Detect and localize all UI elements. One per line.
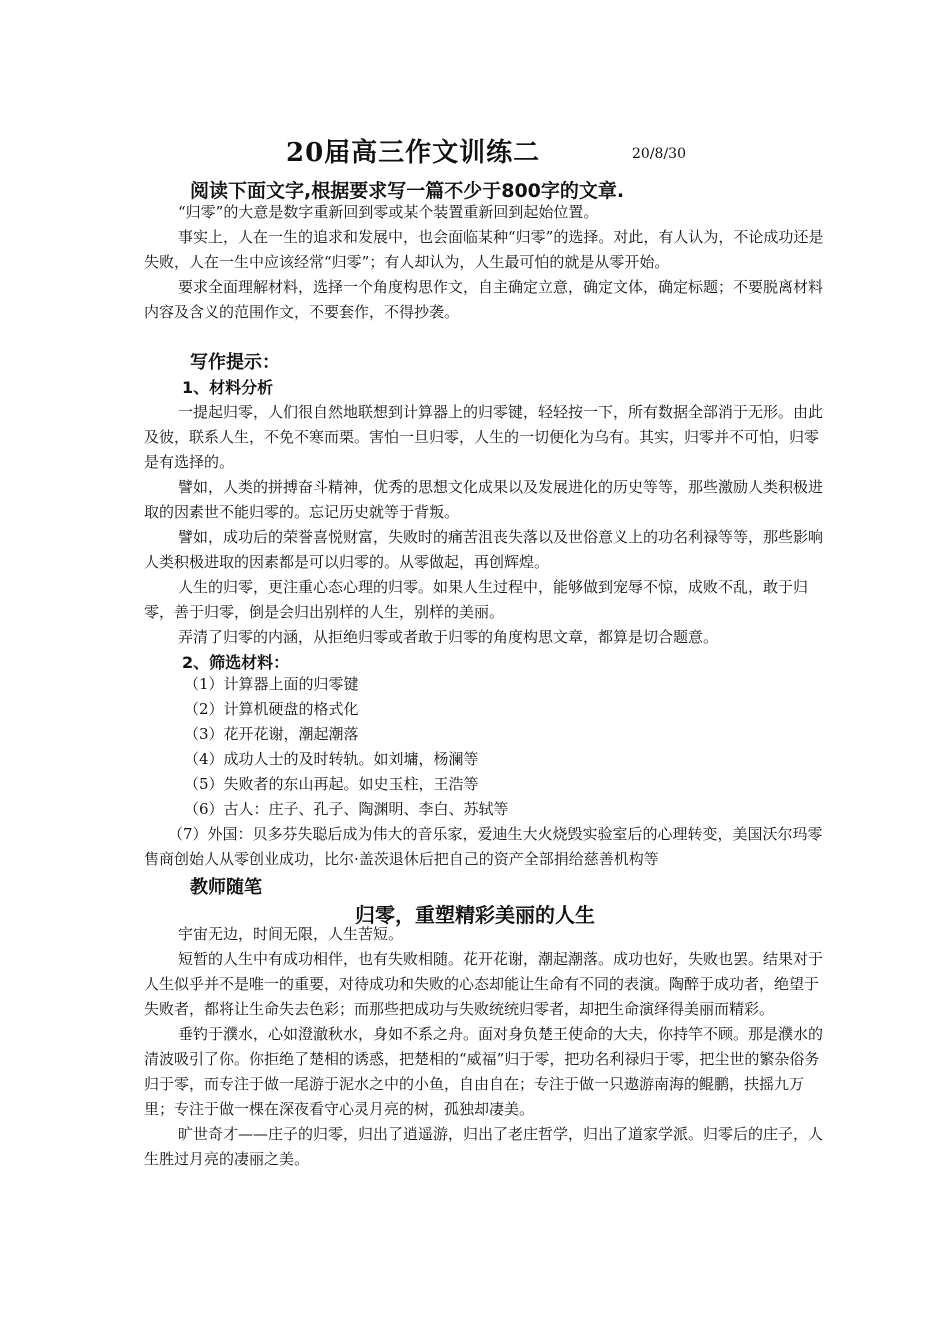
material-selection-heading: 2、筛选材料： bbox=[182, 653, 290, 672]
prompt-instruction: 阅读下面文字,根据要求写一篇不少于800字的文章. bbox=[190, 180, 625, 202]
tips-heading: 写作提示： bbox=[190, 352, 280, 373]
material-list bbox=[184, 672, 509, 822]
analysis-paragraph: 譬如，成功后的荣誉喜悦财富，失败时的痛苦沮丧失落以及世俗意义上的功名利禄等等，那些影响人类积极进取的因素都是可以归零的。从零做起，再创辉煌。 bbox=[144, 528, 824, 571]
list-item: （5）失败者的东山再起。如史玉柱，王浩等 bbox=[184, 775, 479, 793]
prompt-paragraph: 事实上，人在一生的追求和发展中，也会面临某种“归零”的选择。对此，有人认为，不论成功还是失败，人在一生中应该经常“归零”；有人却认为，人生最可怕的就是从零开始。 bbox=[144, 228, 824, 271]
analysis-paragraph: 人生的归零，更注重心态心理的归零。如果人生过程中，能够做到宠辱不惊，成败不乱，敢于归零，善于归零，倒是会归出别样的人生，别样的美丽。 bbox=[144, 578, 809, 621]
essay-paragraph: 旷世奇才——庄子的归零，归出了逍遥游，归出了老庄哲学，归出了道家学派。归零后的庄子，人生胜过月亮的凄丽之美。 bbox=[144, 1125, 824, 1168]
analysis-paragraph: 譬如，人类的拼搏奋斗精神，优秀的思想文化成果以及发展进化的历史等等，那些激励人类积极进取的因素世不能归零的。忘记历史就等于背叛。 bbox=[144, 478, 824, 521]
essay-paragraph: 宇宙无边，时间无限，人生苦短。 bbox=[178, 925, 404, 943]
analysis-paragraph: 一提起归零，人们很自然地联想到计算器上的归零键，轻轻按一下，所有数据全部消于无形。由此及彼，联系人生，不免不寒而栗。害怕一旦归零，人生的一切便化为乌有。其实，归零并不可怕，归零是有选择的。 bbox=[144, 403, 824, 471]
essay-body bbox=[144, 922, 824, 1172]
essay-title: 归零，重塑精彩美丽的人生 bbox=[355, 903, 595, 927]
list-item: （6）古人：庄子、孔子、陶渊明、李白、苏轼等 bbox=[184, 800, 509, 818]
title-row bbox=[0, 132, 950, 168]
prompt-material bbox=[144, 200, 824, 325]
material-analysis bbox=[144, 400, 824, 650]
list-item: （2）计算机硬盘的格式化 bbox=[184, 700, 359, 718]
material-analysis-heading: 1、材料分析 bbox=[182, 378, 274, 397]
list-item: （1）计算器上面的归零键 bbox=[184, 675, 359, 693]
prompt-paragraph: 要求全面理解材料，选择一个角度构思作文，自主确定立意，确定文体，确定标题；不要脱离材料内容及含义的范围作文，不要套作，不得抄袭。 bbox=[144, 278, 824, 321]
list-item: （3）花开花谢，潮起潮落 bbox=[184, 725, 359, 743]
list-item: （4）成功人士的及时转轨。如刘墉，杨澜等 bbox=[184, 750, 479, 768]
prompt-paragraph: “归零”的大意是数字重新回到零或某个装置重新回到起始位置。 bbox=[178, 203, 599, 221]
list-item: （7）外国：贝多芬失聪后成为伟大的音乐家，爱迪生大火烧毁实验室后的心理转变，美国沃尔玛零售商创始人从零创业成功，比尔·盖茨退休后把自己的资产全部捐给慈善机构等 bbox=[144, 825, 823, 868]
essay-paragraph: 垂钓于濮水，心如澄澈秋水，身如不系之舟。面对身负楚王使命的大夫，你持竿不顾。那是濮水的清波吸引了你。你拒绝了楚相的诱惑，把楚相的“威福”归于零，把功名利禄归于零，把尘世的繁杂俗务归于零，而专注于做一尾游于泥水之中的小鱼，自由自在；专注于做一只遨游南海的鲲鹏，扶摇九万里；专注于做一棵在深夜看守心灵月亮的树，孤独却凄美。 bbox=[144, 1025, 824, 1118]
essay-paragraph: 短暂的人生中有成功相伴，也有失败相随。花开花谢，潮起潮落。成功也好，失败也罢。结果对于人生似乎并不是唯一的重要，对待成功和失败的心态却能让生命有不同的表演。陶醉于成功者，绝望于失败者，都将让生命失去色彩；而那些把成功与失败统统归零者，却把生命演绎得美丽而精彩。 bbox=[144, 950, 824, 1018]
document-title: 20届高三作文训练二 bbox=[286, 138, 541, 168]
analysis-paragraph: 弄清了归零的内涵，从拒绝归零或者敢于归零的角度构思文章，都算是切合题意。 bbox=[178, 628, 719, 646]
document-date: 20/8/30 bbox=[632, 146, 686, 162]
material-list-last bbox=[144, 822, 824, 872]
teacher-notes-heading: 教师随笔 bbox=[190, 877, 262, 898]
